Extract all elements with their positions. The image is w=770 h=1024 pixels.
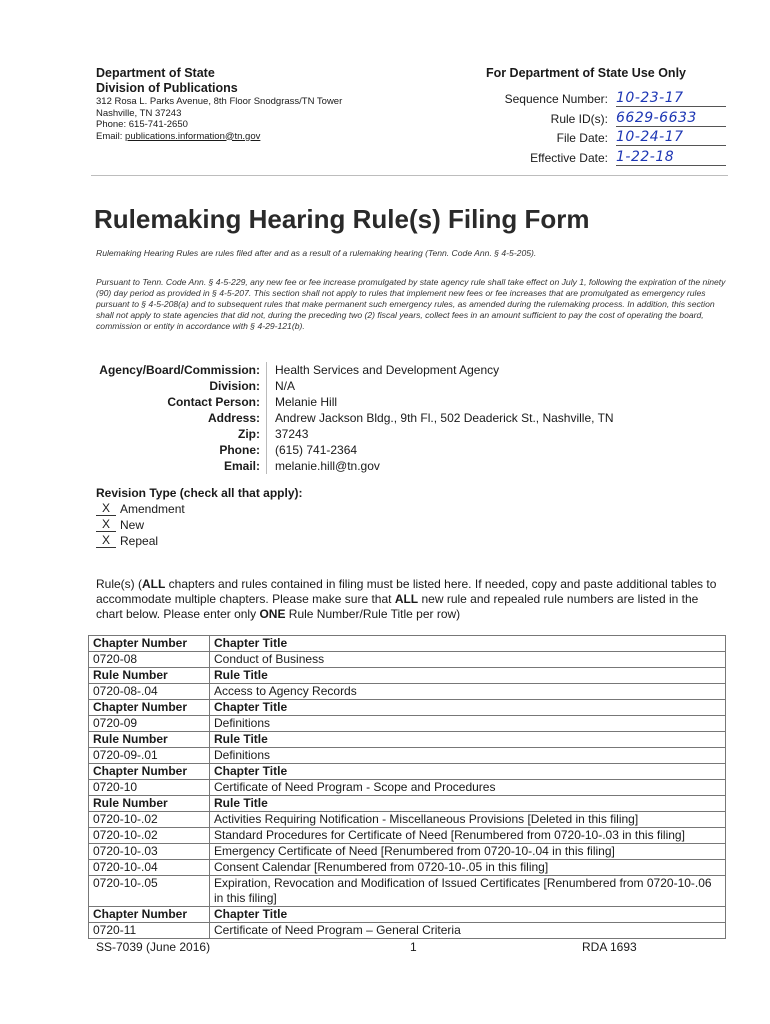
contact-person-label: Contact Person: [167,395,260,409]
form-number: SS-7039 (June 2016) [96,940,211,954]
rule-ids-row [440,108,726,128]
division-row [96,378,726,394]
new-label: New [120,518,145,532]
contact-person-value: Melanie Hill [266,394,726,410]
email-label: Email: [223,459,260,473]
contact-person-row [96,394,726,410]
department-phone: Phone: 615-741-2650 [96,119,188,130]
sequence-number-value: 10-23-17 [616,90,726,107]
table-cell-title: Certificate of Need Program - Scope and Procedures [210,780,726,796]
table-row [89,844,726,860]
page-title: Rulemaking Hearing Rule(s) Filing Form [94,204,590,234]
agency-value: Health Services and Development Agency [266,362,726,378]
table-cell-number: 0720-10 [89,780,210,796]
revision-type-heading: Revision Type (check all that apply): [96,486,303,500]
table-cell-title: Conduct of Business [210,652,726,668]
table-header-row [89,668,726,684]
table-header-row [89,764,726,780]
amendment-mark: X [96,501,116,516]
email-value: melanie.hill@tn.gov [266,458,726,474]
table-header-cell: Chapter Title [210,700,726,716]
file-date-row [440,127,726,147]
table-cell-number: 0720-09 [89,716,210,732]
revision-amendment [96,501,303,517]
rules-table [88,635,726,939]
division-value: N/A [266,378,726,394]
rules-text-3: new rule and repealed rule numbers are listed in the chart below. Please enter only [96,592,699,621]
division-label: Division: [209,379,260,393]
rules-bold-all-1: ALL [142,577,166,591]
address-row [96,410,726,426]
effective-date-row [440,147,726,167]
zip-row [96,426,726,442]
rda-number: RDA 1693 [582,940,637,954]
rules-bold-all-2: ALL [394,592,419,606]
table-row [89,812,726,828]
email-link[interactable]: publications.information@tn.gov [125,130,261,142]
zip-label: Zip: [238,427,260,441]
table-cell-number: 0720-08 [89,652,210,668]
table-header-cell: Rule Number [89,796,210,812]
table-header-row [89,907,726,923]
table-row [89,652,726,668]
table-header-cell: Chapter Title [210,764,726,780]
repeal-mark: X [96,533,116,548]
table-row [89,860,726,876]
table-row [89,780,726,796]
division-name: Division of Publications [96,81,238,95]
table-cell-number: 0720-11 [89,923,210,939]
table-header-cell: Chapter Number [89,636,210,652]
table-header-cell: Rule Title [210,732,726,748]
sequence-number-row [440,88,726,108]
table-row [89,923,726,939]
table-header-row [89,636,726,652]
revision-repeal [96,533,303,549]
agency-label: Agency/Board/Commission: [99,363,260,377]
table-cell-title: Access to Agency Records [210,684,726,700]
file-date-label: File Date: [556,131,608,145]
table-cell-number: 0720-10-.02 [89,828,210,844]
table-header-cell: Rule Title [210,796,726,812]
table-cell-title: Definitions [210,716,726,732]
table-header-row [89,732,726,748]
file-date-value: 10-24-17 [616,129,726,146]
zip-value: 37243 [266,426,726,442]
table-row [89,684,726,700]
table-row [89,748,726,764]
street-address: 312 Rosa L. Parks Avenue, 8th Floor Snodgrass/TN Tower [96,96,343,107]
city-state-zip: Nashville, TN 37243 [96,107,182,119]
table-cell-title: Activities Requiring Notification - Miscellaneous Provisions [Deleted in this filing] [210,812,726,828]
department-name: Department of State [96,66,215,80]
table-header-row [89,796,726,812]
table-cell-title: Consent Calendar [Renumbered from 0720-10-.05 in this filing] [210,860,726,876]
page-number: 1 [410,940,417,954]
new-mark: X [96,517,116,532]
email-label: Email: [96,130,126,142]
table-header-cell: Rule Title [210,668,726,684]
rule-ids-value: 6629-6633 [616,110,726,127]
table-cell-number: 0720-10-.05 [89,876,210,907]
table-cell-number: 0720-10-.03 [89,844,210,860]
effective-date-label: Effective Date: [530,150,608,165]
table-header-cell: Chapter Number [89,907,210,923]
table-cell-title: Standard Procedures for Certificate of Need [Renumbered from 0720-10-.03 in this filing] [210,828,726,844]
table-cell-title: Definitions [210,748,726,764]
revision-new [96,517,303,533]
fee-notice: Pursuant to Tenn. Code Ann. § 4-5-229, any new fee or fee increase promulgated by state agency rule shall take effect on July 1, following the expiration of the ninety (90) day period as provided in § 4-5-207. This section shall not apply to rules that implement new fees or fee increases that are promulgated as emergency rules pursuant to § 4-5-208(a) and to subsequent rules that make permanent such emergency rules, as amended during the rulemaking process. In addition, this section shall not apply to state agencies that did not, during the preceding two (2) fiscal years, collect fees in an amount sufficient to pay the cost of operating the board, commission or entity in accordance with § 4-29-121(b). [96,277,726,331]
agency-row [96,362,726,378]
table-header-cell: Chapter Title [210,636,726,652]
table-cell-number: 0720-10-.04 [89,860,210,876]
table-cell-number: 0720-08-.04 [89,684,210,700]
sequence-number-label: Sequence Number: [504,92,608,106]
table-header-cell: Chapter Number [89,764,210,780]
address-value: Andrew Jackson Bldg., 9th Fl., 502 Deaderick St., Nashville, TN [266,410,726,426]
table-row [89,716,726,732]
rules-instructions [96,577,728,622]
rules-text-2: chapters and rules contained in filing must be listed here. If needed, copy and paste additional tables to accommodate multiple chapters. Please make sure that [96,577,717,606]
header-divider [91,175,728,176]
department-email [96,131,416,143]
rule-ids-label: Rule ID(s): [550,111,608,126]
official-use-heading: For Department of State Use Only [485,66,686,80]
address-label: Address: [207,411,260,425]
table-header-cell: Chapter Title [210,907,726,923]
phone-value: (615) 741-2364 [266,442,726,458]
table-header-cell: Chapter Number [89,700,210,716]
amendment-label: Amendment [120,502,185,516]
table-header-cell: Rule Number [89,732,210,748]
effective-date-value: 1-22-18 [616,149,726,166]
table-header-row [89,700,726,716]
rules-bold-one: ONE [259,607,286,621]
email-row [96,458,726,474]
phone-row [96,442,726,458]
table-cell-number: 0720-09-.01 [89,748,210,764]
rules-text-1: Rule(s) ( [96,577,143,591]
table-cell-number: 0720-10-.02 [89,812,210,828]
official-use-block [440,66,726,166]
repeal-label: Repeal [120,534,159,548]
phone-label: Phone: [219,443,260,457]
table-row [89,828,726,844]
table-row [89,876,726,907]
revision-type-block [96,486,303,549]
table-cell-title: Certificate of Need Program – General Criteria [210,923,726,939]
table-cell-title: Emergency Certificate of Need [Renumbered from 0720-10-.04 in this filing] [210,844,726,860]
intro-note: Rulemaking Hearing Rules are rules filed after and as a result of a rulemaking hearing (Tenn. Code Ann. § 4-5-205). [96,248,537,258]
table-cell-title: Expiration, Revocation and Modification of Issued Certificates [Renumbered from 0720-10-.06 in this filing] [210,876,726,907]
department-address-block [96,66,416,142]
table-header-cell: Rule Number [89,668,210,684]
rules-text-4: Rule Number/Rule Title per row) [285,607,461,621]
agency-info-block [96,362,726,474]
